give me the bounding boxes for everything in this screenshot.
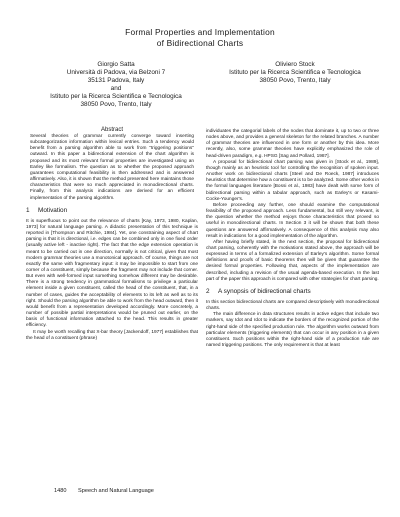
right-column [206,129,379,349]
body-paragraph: It is superfluous to point out the relevance of charts [Kay, 1973, 1980, Kaplan, 1973] for natural language parsing. A didactic presentation of this technique is reported in [Thompson and Ritchie, 1984]. Yet, one constraining aspect of chart parsing is that it is directional, i.e. edges can be combined only in one fixed order (usually active left - inactive right). The fact that the edge extension operation is meant to be carried out in one direction, normally is not critical, given that most modern grammar theories use a monotonical approach. Of course, things are not exactly the same with fragmentary input: it may be impossible to start from one corner of a constituent, simply because the fragment may not include that corner. But even with well-formed input something somehow different may be desirable. There is a strong tendency in grammatical formalisms to privilege a particular element inside a given constituent, called the head of the constituent, that, in a number of cases, guides the acceptability of elements to its left as well as to its right. Should the parsing algorithm be able to work from the head outward, then it would benefit from a representation developed accordingly. More concretely, a number of possible partial interpretations would be pruned out earlier, on the basis of functional information attached to the head. This results in greater efficiency. [26,218,198,329]
affiliation-line: Istituto per la Ricerca Scientifica e Tecnologica [50,92,182,100]
abstract-heading: Abstract [100,127,123,133]
paper-title [0,27,400,48]
body-paragraph: The main difference in data structures results in active edges that include two markers, say Idot and rdot to indicate the borders of the recognized portion of the right-hand side of the specified production rule. The algorithm works outward from particular elements (triggering elements) that can occur in any position in a given constituent. Such positions within the right-hand side of a production rule are named triggering positions. The only requirement is that at least [206,312,379,348]
author-block-stock [212,61,378,85]
section-heading-1 [26,207,198,215]
affiliation-line: 38050 Povo, Trento, Italy [80,100,152,108]
body-paragraph: After having briefly stated, in the next section, the proposal for bidirectional chart parsing, coherently with the motivations stated above, the approach will be expressed in terms of a formalized extension of Earley's algorithm. Some formal definitions and proofs of basic theorems then will be given that guarantee the desired formal properties. Following that, aspects of the implementation are described, including a revision of the usual agenda-based execution. In the last part of the paper this approach is compared with other strategies for chart parsing. [206,239,379,282]
title-line-2: of Bidirectional Charts [156,37,244,48]
body-paragraph: individuates the categorial labels of the nodes that dominate it, up to two or three nodes above, and provides a general skeleton for the related branches. A number of grammar theories are influenced in one form or another by this idea. More recently, also, some grammar theories have explicitly emphasized the role of head-driven paradigm, e.g. HPSG [Sag and Pollard, 1987]. [206,129,379,159]
abstract-text [26,134,198,202]
affiliation-line: 38050 Povo, Trento, Italy [259,76,331,84]
affiliation-line: Istituto per la Ricerca Scientifica e Tecnologica [229,68,361,76]
author-name: Oliviero Stock [275,61,315,68]
running-title: Speech and Natural Language [78,488,154,494]
affiliation-line: 35131 Padova, Italy [87,76,145,84]
page-number: 1480 [54,488,67,494]
body-paragraph: A proposal for bidirectional chart parsing was given in [Stock et al., 1989], though mainly as an heuristic tool for controlling the recognition of spoken input. Another work on bidirectional charts [Steel and De Roeck, 1987] introduces heuristics that determine how a constituent is to be analyzed. Some other works in the formal languages literature [Bossi et al., 1983] have dealt with some form of bidirectional parsing within a tabular approach, such as Earley's or Kasami-Cocke-Younger's. [206,159,379,202]
section-number: 2 [206,287,210,295]
author-name: Giorgio Satta [97,61,135,68]
section-number: 1 [26,206,30,214]
page-footer [54,488,154,494]
section-title: Motivation [38,206,68,214]
abstract-paragraph: Several theories of grammar currently converge toward inserting subcategorization information within lexical entries. Such a tendency would benefit from a parsing algorithm able to work from "triggering positions" outward. In this paper a bidirectional extension of the chart algorithm is proposed and its most relevant formal properties are investigated using an Earley like formalism. The question as to whether the proposed approach guarantees computational feasibility is then addressed and is answered affirmatively. Also, it is shown that the method presented here maintains those characteristics that were so much appreciated in monodirectional charts. Finally, from this analysis indications are derived for an efficient implementation of the parsing algorithm. [30,134,194,201]
body-paragraph: In this section bidirectional charts are compared descriptively with monodirectional charts. [206,299,379,312]
body-paragraph: It may be worth recalling that X-bar theory [Jackendoff, 1977] establishes that the head of a constituent (phrase) [26,329,198,341]
left-column [26,126,198,342]
title-line-1: Formal Properties and Implementation [125,27,275,37]
affiliation-line: and [110,84,122,92]
affiliation-line: Università di Padova, via Belzoni 7 [66,68,166,76]
section-heading-2 [206,288,379,296]
body-paragraph: Before proceeding any further, one should examine the computational feasibility of the proposed approach. Less fundamental, but still very relevant, is the question whether the method enjoys those characteristics that proved so useful in monodirectional charts. In Section 3 it will be shown that both these questions are answered affirmatively. A consequence of this analysis may also result in indications for a good implementation of the algorithm. [206,202,379,239]
author-block-satta [28,61,204,108]
section-title: A synopsis of bidirectional charts [218,287,311,295]
